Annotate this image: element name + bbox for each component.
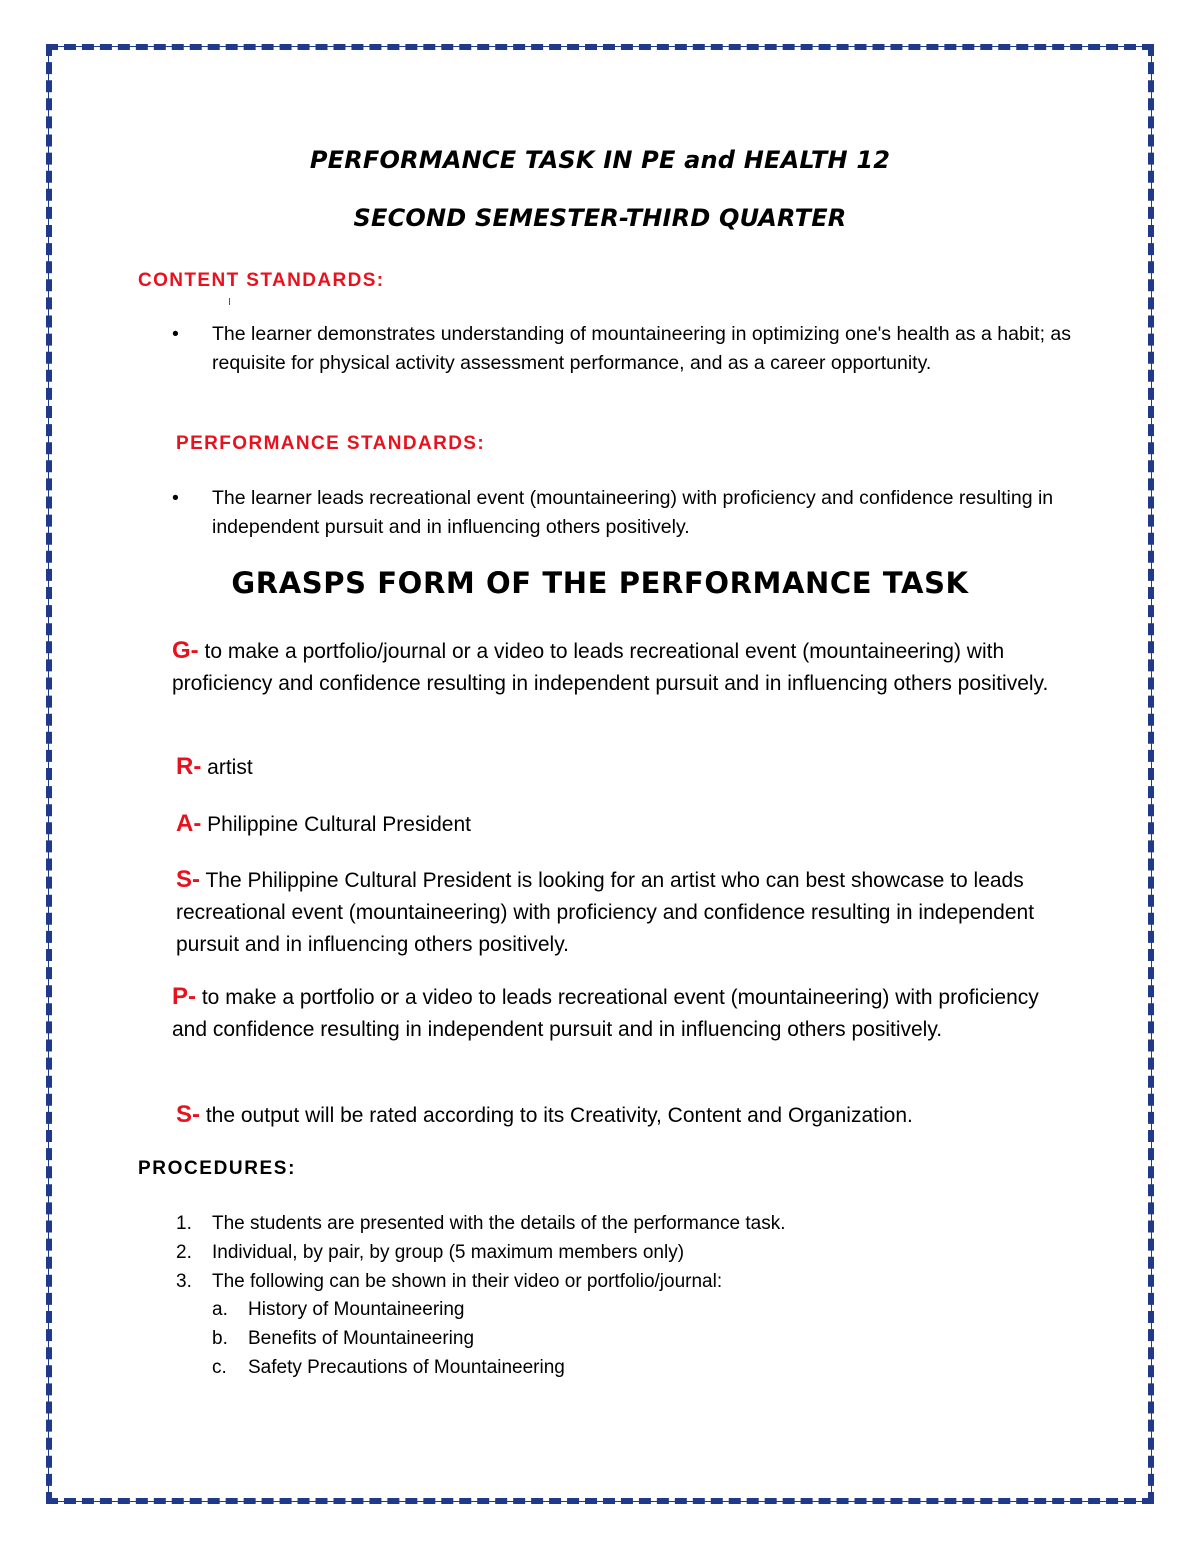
bullet-icon: • <box>172 487 179 509</box>
grasps-heading: GRASPS FORM OF THE PERFORMANCE TASK <box>231 566 969 600</box>
stray-mark <box>229 298 230 305</box>
grasps-letter: R- <box>176 753 202 780</box>
procedure-step <box>176 1210 1076 1239</box>
grasps-letter: P- <box>172 983 196 1010</box>
content-standards-heading: CONTENT STANDARDS: <box>138 270 385 291</box>
substep-text: Safety Precautions of Mountaineering <box>248 1357 565 1378</box>
grasps-text: Philippine Cultural President <box>207 813 471 836</box>
procedure-substep <box>212 1354 1012 1383</box>
grasps-role <box>176 751 1076 784</box>
grasps-text: the output will be rated according to its Creativity, Content and Organization. <box>205 1104 913 1127</box>
grasps-letter: S- <box>176 866 200 893</box>
grasps-goal <box>172 635 1072 700</box>
grasps-letter: S- <box>176 1101 200 1128</box>
bullet-icon: • <box>172 323 179 345</box>
grasps-product <box>172 981 1072 1046</box>
procedure-substep <box>212 1296 1012 1325</box>
substep-text: History of Mountaineering <box>248 1299 465 1320</box>
page-subtitle: SECOND SEMESTER-THIRD QUARTER <box>353 204 847 232</box>
content-standards-bullet: • The learner demonstrates understanding of mountaineering in optimizing one's health as a habit; as requisite for physical activity assessment performance, and as a career opportunity. <box>172 320 1072 378</box>
grasps-situation <box>176 864 1076 961</box>
grasps-letter: G- <box>172 637 199 664</box>
step-number: 2. <box>176 1242 192 1263</box>
page-title: PERFORMANCE TASK IN PE and HEALTH 12 <box>309 146 891 174</box>
step-text: The following can be shown in their video or portfolio/journal: <box>212 1271 723 1292</box>
grasps-text: to make a portfolio/journal or a video to leads recreational event (mountaineering) with proficiency and confidence resulting in independent pursuit and in influencing others positively. <box>172 640 1049 695</box>
procedures-heading: PROCEDURES: <box>138 1158 297 1179</box>
grasps-text: The Philippine Cultural President is looking for an artist who can best showcase to leads recreational event (mountaineering) with proficiency and confidence resulting in independent pursuit and in influencing others positively. <box>176 869 1035 956</box>
performance-standards-heading: PERFORMANCE STANDARDS: <box>176 433 486 454</box>
grasps-letter: A- <box>176 810 202 837</box>
substep-letter: b. <box>212 1328 228 1349</box>
step-number: 1. <box>176 1213 192 1234</box>
grasps-standards <box>176 1099 1076 1132</box>
procedure-step <box>176 1239 1076 1268</box>
step-number: 3. <box>176 1271 192 1292</box>
procedure-substep <box>212 1325 1012 1354</box>
procedure-step <box>176 1268 1076 1297</box>
substep-letter: c. <box>212 1357 227 1378</box>
step-text: The students are presented with the details of the performance task. <box>212 1213 786 1234</box>
step-text: Individual, by pair, by group (5 maximum members only) <box>212 1242 685 1263</box>
grasps-audience <box>176 808 1076 841</box>
performance-standards-bullet: • The learner leads recreational event (mountaineering) with proficiency and confidence resulting in independent pursuit and in influencing others positively. <box>172 484 1072 542</box>
grasps-text: artist <box>207 756 253 779</box>
substep-letter: a. <box>212 1299 228 1320</box>
grasps-text: to make a portfolio or a video to leads recreational event (mountaineering) with proficiency and confidence resulting in independent pursuit and in influencing others positively. <box>172 986 1039 1041</box>
substep-text: Benefits of Mountaineering <box>248 1328 475 1349</box>
